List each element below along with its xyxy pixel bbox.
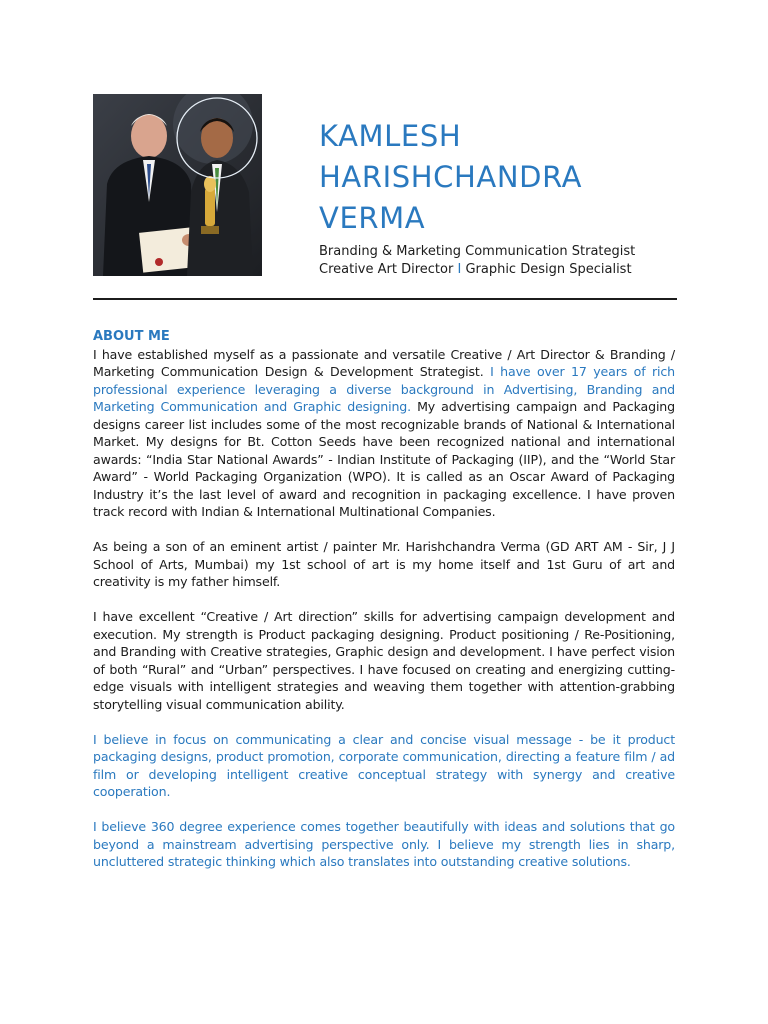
title-line-1: Branding & Marketing Communication Strategist [319,244,636,259]
name-line-1: KAMLESH [319,119,462,153]
title-art-director: Creative Art Director [319,262,458,277]
about-heading: ABOUT ME [93,329,170,344]
about-paragraph-4: I believe in focus on communicating a clear and concise visual message - be it product packaging designs, product promotion, corporate communication, directing a feature film / ad film or developing intelligent creative conceptual strategy with synergy and creative cooperation. [93,731,675,799]
about-paragraph-1 [93,346,675,521]
about-paragraph-5: I believe 360 degree experience comes together beautifully with ideas and solutions that go beyond a mainstream advertising perspective only. I believe my strength lies in sharp, uncluttered strategic thinking which also translates into outstanding creative solutions. [93,819,675,869]
about-section [93,328,675,888]
about-paragraph-2: As being a son of an eminent artist / painter Mr. Harishchandra Verma (GD ART AM - Sir, J J School of Arts, Mumbai) my 1st school of art is my home itself and 1st Guru of art and creativity is my father himself. [93,539,675,589]
header-divider [93,298,677,300]
award-photo-image [93,94,262,276]
about-paragraph-3: I have excellent “Creative / Art direction” skills for advertising campaign development and execution. My strength is Product packaging designing. Product positioning / Re-Positioning, and Branding with Creative strategies, Graphic design and development. I have perfect vision of both “Rural” and “Urban” perspectives. I have focused on creating and energizing cutting-edge visuals with intelligent strategies and weaving them together with attention-grabbing storytelling visual communication ability. [93,609,675,712]
header-name-block [319,116,739,279]
title-separator: I [457,262,462,277]
title-line-2 [319,261,739,279]
about-p1-intro: I have established myself as a passionate and versatile Creative / Art Director & Branding / Marketing Communication Design & Development Strategist. [93,346,675,379]
name-line-3: VERMA [319,201,426,235]
name-line-2: HARISHCHANDRA [319,160,583,194]
title-design-specialist: Graphic Design Specialist [461,262,632,277]
award-photo [93,94,262,276]
about-p1-rest: My advertising campaign and Packaging designs career list includes some of the most recognizable brands of National & International Market. My designs for Bt. Cotton Seeds have been recognized national and international awards: “India Star National Awards” - Indian Institute of Packaging (IIP), and the “World Star Award” - World Packaging Organization (WPO). It is called as an Oscar Award of Packaging Industry it’s the last level of award and recognition in packaging excellence. I have proven track record with Indian & International Multinational Companies. [93,399,675,519]
about-p1-highlight: I have over 17 years of rich professional experience leveraging a diverse background in Advertising, Branding and Marketing Communication and Graphic designing. [93,364,676,414]
professional-titles [319,243,739,279]
name-heading [319,116,739,239]
